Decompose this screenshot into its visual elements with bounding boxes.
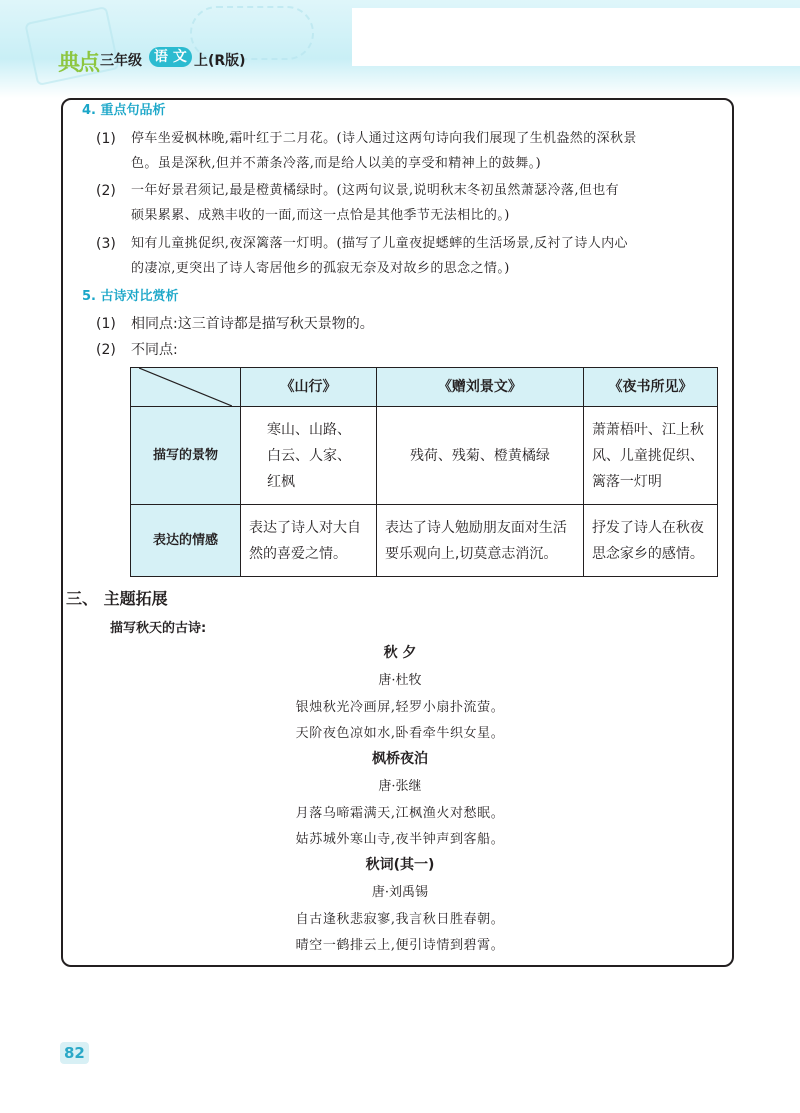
cell-line: 抒发了诗人在秋夜 xyxy=(591,519,704,536)
poem-author: 唐·杜牧 xyxy=(378,673,422,688)
section-heading: 5. 古诗对比赏析 xyxy=(82,289,179,304)
book-logo: 典点 xyxy=(58,51,99,76)
page-number: 82 xyxy=(60,1042,89,1064)
cell-line: 思念家乡的感情。 xyxy=(591,545,704,562)
item-label: (3) xyxy=(96,236,116,252)
column-header: 《夜书所见》 xyxy=(583,368,717,407)
subject-badge: 语 文 xyxy=(149,47,192,67)
item-label: (2) xyxy=(96,342,116,358)
header-tab xyxy=(352,8,800,66)
table-header-row xyxy=(131,368,718,407)
difference-label: 不同点: xyxy=(131,342,178,358)
cell-line: 要乐观向上,切莫意志消沉。 xyxy=(384,545,558,562)
table-row xyxy=(131,407,718,505)
row-header: 描写的景物 xyxy=(131,407,241,505)
poem-line: 银烛秋光冷画屏,轻罗小扇扑流萤。 xyxy=(295,700,505,715)
poem-line: 月落乌啼霜满天,江枫渔火对愁眠。 xyxy=(295,806,505,821)
table-cell xyxy=(241,407,377,505)
cell-line: 残荷、残菊、橙黄橘绿 xyxy=(409,447,550,464)
table-corner-cell xyxy=(131,368,241,407)
table-cell xyxy=(376,505,583,577)
cell-line: 风、儿童挑促织、 xyxy=(591,447,704,464)
item-label: (1) xyxy=(96,131,116,147)
item-label: (2) xyxy=(96,183,116,199)
poem-line: 自古逢秋悲寂寥,我言秋日胜春朝。 xyxy=(295,912,505,927)
table-cell xyxy=(241,505,377,577)
analysis-text: 的凄凉,更突出了诗人寄居他乡的孤寂无奈及对故乡的思念之情。) xyxy=(131,261,510,276)
cell-line: 红枫 xyxy=(267,473,295,490)
poem-line: 晴空一鹤排云上,便引诗情到碧霄。 xyxy=(295,938,505,953)
cell-line: 表达了诗人勉励朋友面对生活 xyxy=(384,519,567,536)
poem-line: 天阶夜色凉如水,卧看牵牛织女星。 xyxy=(295,726,505,741)
column-header: 《赠刘景文》 xyxy=(376,368,583,407)
analysis-text: 一年好景君须记,最是橙黄橘绿时。(这两句议景,说明秋末冬初虽然萧瑟冷落,但也有 xyxy=(131,183,620,198)
poem-line: 姑苏城外寒山寺,夜半钟声到客船。 xyxy=(295,832,505,847)
table-cell xyxy=(583,407,717,505)
poem-title: 秋词(其一) xyxy=(365,857,435,873)
column-header: 《山行》 xyxy=(241,368,377,407)
diagonal-line xyxy=(139,368,232,406)
section-heading: 4. 重点句品析 xyxy=(82,103,166,118)
poem-author: 唐·刘禹锡 xyxy=(371,885,429,900)
analysis-text: 停车坐爱枫林晚,霜叶红于二月花。(诗人通过这两句诗向我们展现了生机盎然的深秋景 xyxy=(131,131,637,146)
table-row xyxy=(131,505,718,577)
analysis-text: 知有儿童挑促织,夜深篱落一灯明。(描写了儿童夜捉蟋蟀的生活场景,反衬了诗人内心 xyxy=(131,236,628,251)
item-label: (1) xyxy=(96,316,116,332)
row-header: 表达的情感 xyxy=(131,505,241,577)
comparison-table xyxy=(130,367,718,577)
term-label: 上(R版) xyxy=(194,53,246,69)
section-heading: 三、 主题拓展 xyxy=(66,589,168,608)
section-subheading: 描写秋天的古诗: xyxy=(110,621,207,636)
analysis-text: 硕果累累、成熟丰收的一面,而这一点恰是其他季节无法相比的。) xyxy=(131,208,510,223)
grade-label: 三年级 xyxy=(100,53,142,69)
cell-line: 表达了诗人对大自 xyxy=(249,519,361,536)
similarity-text: 相同点:这三首诗都是描写秋天景物的。 xyxy=(131,316,374,332)
cell-line: 寒山、山路、 xyxy=(267,421,351,438)
poem-title: 秋 夕 xyxy=(383,645,417,661)
table-cell xyxy=(583,505,717,577)
cell-line: 篱落一灯明 xyxy=(591,473,662,490)
poem-title: 枫桥夜泊 xyxy=(372,751,428,767)
cell-line: 萧萧梧叶、江上秋 xyxy=(591,421,704,438)
poem-author: 唐·张继 xyxy=(378,779,422,794)
cell-line: 白云、人家、 xyxy=(267,447,351,464)
table-cell xyxy=(376,407,583,505)
analysis-text: 色。虽是深秋,但并不萧条冷落,而是给人以美的享受和精神上的鼓舞。) xyxy=(131,156,542,171)
cell-line: 然的喜爱之情。 xyxy=(249,545,347,562)
